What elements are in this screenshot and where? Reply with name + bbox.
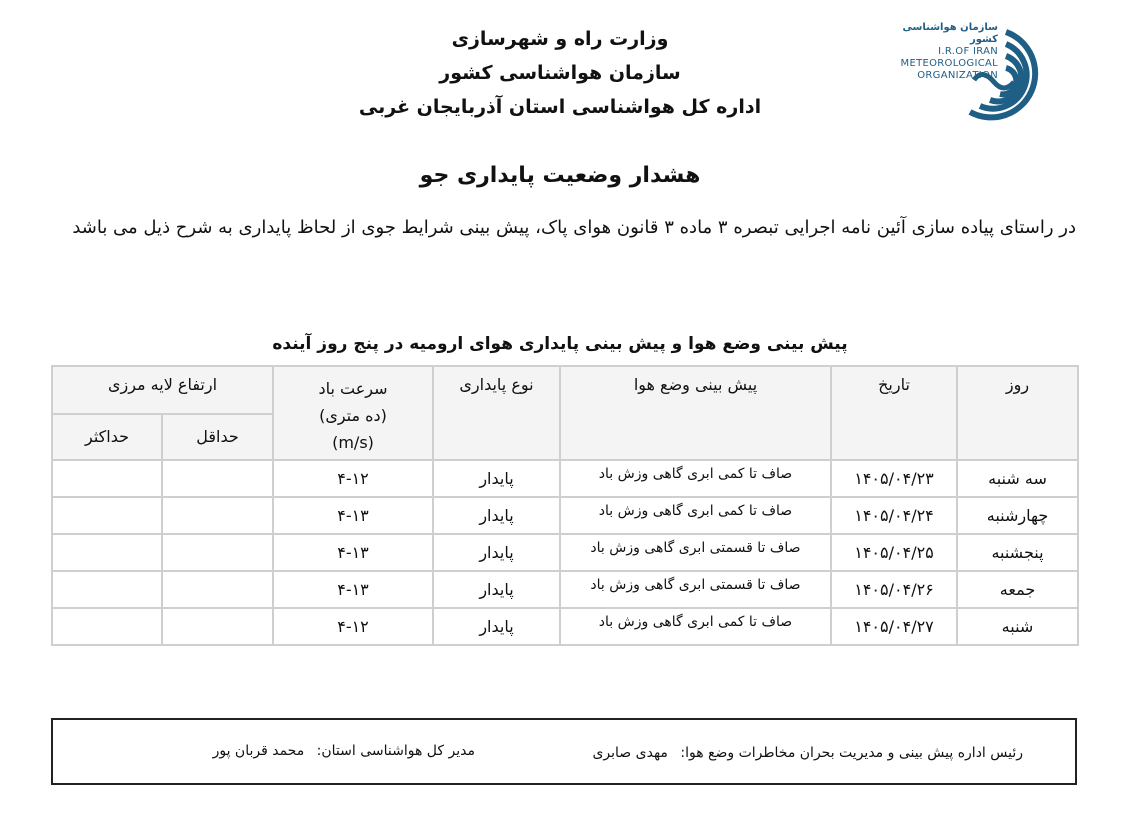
cell-day: چهارشنبه [957, 497, 1078, 534]
cell-min [162, 497, 273, 534]
cell-min [162, 460, 273, 497]
director-general-role: مدیر کل هواشناسی استان: [316, 743, 475, 759]
header-forecast: پیش بینی وضع هوا [560, 366, 831, 460]
header-stability: نوع پایداری [433, 366, 560, 460]
header-date: تاریخ [831, 366, 957, 460]
cell-forecast: صاف تا کمی ابری گاهی وزش باد [560, 608, 831, 645]
director-general-name: محمد قربان پور [212, 743, 305, 759]
logo-text-en-3: ORGANIZATION [917, 70, 998, 81]
cell-wind: ۴-۱۳ [273, 571, 433, 608]
forecast-head-role: رئیس اداره پیش بینی و مدیریت بحران مخاطرات وضع هوا: [680, 745, 1023, 761]
cell-min [162, 571, 273, 608]
table-row [52, 571, 1078, 608]
cell-day: جمعه [957, 571, 1078, 608]
forecast-table [51, 365, 1079, 646]
cell-wind: ۴-۱۳ [273, 534, 433, 571]
cell-wind: ۴-۱۳ [273, 497, 433, 534]
cell-forecast: صاف تا قسمتی ابری گاهی وزش باد [560, 534, 831, 571]
cell-max [52, 608, 162, 645]
cell-max [52, 497, 162, 534]
organization-logo [880, 14, 1060, 134]
forecast-head-signature [592, 745, 1023, 761]
cell-stability: پایدار [433, 571, 560, 608]
cell-max [52, 460, 162, 497]
cell-stability: پایدار [433, 608, 560, 645]
table-row [52, 497, 1078, 534]
table-title: پیش بینی وضع هوا و پیش بینی پایداری هوای ارومیه در پنج روز آینده [272, 334, 848, 354]
cell-wind: ۴-۱۲ [273, 460, 433, 497]
cell-day: سه شنبه [957, 460, 1078, 497]
header-max: حداکثر [52, 414, 162, 460]
header-department: اداره کل هواشناسی استان آذربایجان غربی [358, 96, 762, 118]
cell-date: ۱۴۰۵/۰۴/۲۳ [831, 460, 957, 497]
header-wind-line1: سرعت باد [318, 379, 388, 398]
cell-day: پنجشنبه [957, 534, 1078, 571]
cell-max [52, 571, 162, 608]
document-title: هشدار وضعیت پایداری جو [419, 163, 701, 188]
meteorological-emblem-icon [960, 20, 1052, 132]
cell-forecast: صاف تا قسمتی ابری گاهی وزش باد [560, 571, 831, 608]
header-wind-line2: (ده متری) [319, 406, 387, 425]
cell-date: ۱۴۰۵/۰۴/۲۷ [831, 608, 957, 645]
cell-date: ۱۴۰۵/۰۴/۲۴ [831, 497, 957, 534]
cell-stability: پایدار [433, 534, 560, 571]
logo-text-fa: سازمان هواشناسی کشور [902, 22, 998, 45]
logo-text-en-2: METEOROLOGICAL [900, 58, 998, 69]
header-mixing-height: ارتفاع لایه مرزی [52, 366, 273, 414]
header-wind-line3: (m/s) [332, 433, 374, 452]
table-row [52, 608, 1078, 645]
cell-date: ۱۴۰۵/۰۴/۲۵ [831, 534, 957, 571]
header-ministry: وزارت راه و شهرسازی [451, 28, 669, 50]
cell-forecast: صاف تا کمی ابری گاهی وزش باد [560, 460, 831, 497]
cell-date: ۱۴۰۵/۰۴/۲۶ [831, 571, 957, 608]
header-day: روز [957, 366, 1078, 460]
forecast-head-name: مهدی صابری [592, 745, 668, 761]
header-organization: سازمان هواشناسی کشور [439, 62, 681, 84]
header-min: حداقل [162, 414, 273, 460]
ministry-header [330, 22, 790, 124]
director-general-signature [213, 743, 475, 759]
cell-wind: ۴-۱۲ [273, 608, 433, 645]
cell-max [52, 534, 162, 571]
signature-footer [51, 718, 1077, 785]
table-row [52, 534, 1078, 571]
logo-text-en-1: I.R.OF IRAN [938, 46, 998, 57]
intro-paragraph: در راستای پیاده سازی آئین نامه اجرایی تبصره ۳ ماده ۳ قانون هوای پاک، پیش بینی شرایط جوی از لحاظ پایداری به شرح ذیل می باشد [72, 217, 1076, 238]
cell-forecast: صاف تا کمی ابری گاهی وزش باد [560, 497, 831, 534]
cell-min [162, 608, 273, 645]
header-wind [273, 366, 433, 460]
cell-stability: پایدار [433, 497, 560, 534]
cell-min [162, 534, 273, 571]
cell-stability: پایدار [433, 460, 560, 497]
table-row [52, 460, 1078, 497]
cell-day: شنبه [957, 608, 1078, 645]
